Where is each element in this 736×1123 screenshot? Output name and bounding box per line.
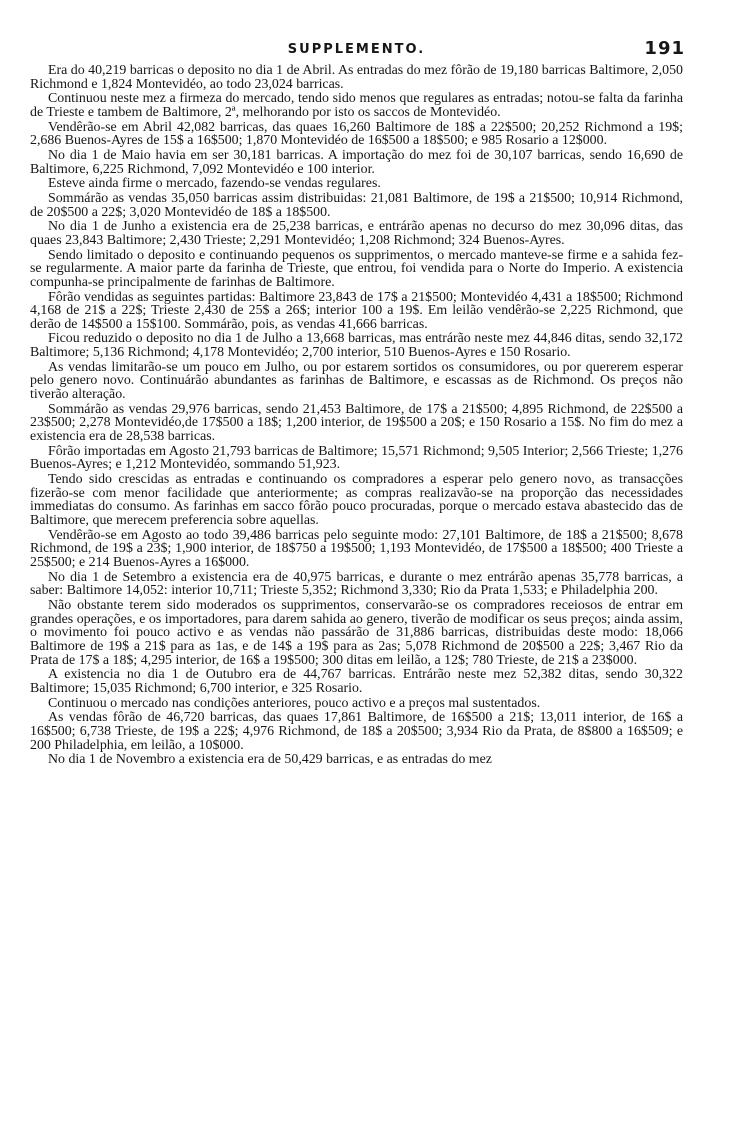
paragraph-8: Sendo limitado o deposito e continuando pequenos os supprimentos, o mercado manteve-se firme e a sahida fez-se regularmente. A maior parte da farinha de Trieste, que entrou, foi vendida para o Norte do Imperio. A existencia compunha-se principalmente de farinhas de Baltimore. bbox=[30, 247, 683, 290]
paragraph-13: Fôrão importadas em Agosto 21,793 barricas de Baltimore; 15,571 Richmond; 9,505 Interior; 2,566 Trieste; 1,276 Buenos-Ayres; e 1,212 Montevidéo, sommando 51,923. bbox=[30, 443, 683, 473]
paragraph-15: Vendêrão-se em Agosto ao todo 39,486 barricas pelo seguinte modo: 27,101 Baltimore, de 18$ a 21$500; 8,678 Richmond, de 19$ a 23$; 1,900 interior, de 18$750 a 19$500; 1,193 Montevidéo, de 17$500 a 18$500; 400 Trieste a 25$500; e 214 Buenos-Ayres a 16$000. bbox=[30, 527, 683, 570]
paragraph-21: No dia 1 de Novembro a existencia era de 50,429 barricas, e as entradas do mez bbox=[48, 752, 492, 768]
paragraph-4: No dia 1 de Maio havia em ser 30,181 barricas. A importação do mez foi de 30,107 barricas, sendo 16,690 de Baltimore, 6,225 Richmond, 7,092 Montevidéo e 100 interior. bbox=[30, 147, 683, 177]
paragraph-14: Tendo sido crescidas as entradas e continuando os compradores a esperar pelo genero novo, as transacções fizerão-se com menor facilidade que anteriormente; as compras realizavão-se na proporção das necessidades immediatas do consumo. As farinhas em sacco fôrão pouco procuradas, porque o mercado estava abastecido das de Baltimore, que merecem preferencia sobre aquellas. bbox=[30, 472, 683, 528]
paragraph-19: Continuou o mercado nas condições anteriores, pouco activo e a preços mal sustentados. bbox=[48, 695, 541, 711]
page-header bbox=[30, 38, 683, 64]
paragraph-3: Vendêrão-se em Abril 42,082 barricas, das quaes 16,260 Baltimore de 18$ a 22$500; 20,252 Richmond a 19$; 2,686 Buenos-Ayres de 15$ a 16$500; 1,870 Montevidéo de 16$500 a 18$500; e 985 Rosario a 12$000. bbox=[30, 119, 683, 149]
paragraph-1: Era do 40,219 barricas o deposito no dia 1 de Abril. As entradas do mez fôrão de 19,180 barricas Baltimore, 2,050 Richmond e 1,824 Montevidéo, ao todo 23,024 barricas. bbox=[30, 63, 683, 92]
page-title: SUPPLEMENTO. bbox=[287, 42, 426, 57]
body-text bbox=[30, 64, 683, 767]
paragraph-7: No dia 1 de Junho a existencia era de 25,238 barricas, e entrárão apenas no decurso do mez 30,096 ditas, das quaes 23,843 Baltimore; 2,430 Trieste; 2,291 Montevidéo; 1,208 Richmond; 324 Buenos-Ayres. bbox=[30, 219, 683, 248]
paragraph-17: Não obstante terem sido moderados os supprimentos, conservarão-se os compradores receiosos de entrar em grandes operações, e os importadores, para darem sahida ao genero, tiverão de modificar os seus preços; ainda assim, o movimento foi pouco activo e as vendas não passárão de 31,886 barricas, distribuidas deste modo: 18,066 Baltimore de 19$ a 21$ para as 1as, e de 14$ a 19$ para as 2as; 5,078 Richmond de 20$500 a 22$; 3,467 Rio da Prata de 17$ a 18$; 4,295 interior, de 16$ a 19$500; 300 ditas em leilão, a 12$; 780 Trieste, de 21$ a 23$000. bbox=[30, 597, 683, 668]
document-page bbox=[30, 38, 683, 767]
paragraph-16: No dia 1 de Setembro a existencia era de 40,975 barricas, e durante o mez entrárão apenas 35,778 barricas, a saber: Baltimore 14,052: interior 10,711; Trieste 5,352; Richmond 3,330; Rio da Prata 1,533; e Philadelphia 200. bbox=[30, 569, 683, 599]
paragraph-20: As vendas fôrão de 46,720 barricas, das quaes 17,861 Baltimore, de 16$500 a 21$; 13,011 interior, de 16$ a 16$500; 6,738 Trieste, de 19$ a 22$; 4,976 Richmond, de 18$ a 20$500; 3,934 Rio da Prata, de 8$800 a 16$509; e 200 Philadelphia, em leilão, a 10$000. bbox=[30, 710, 683, 753]
paragraph-18: A existencia no dia 1 de Outubro era de 44,767 barricas. Entrárão neste mez 52,382 ditas, sendo 30,322 Baltimore; 15,035 Richmond; 6,700 interior, e 325 Rosario. bbox=[30, 667, 683, 696]
paragraph-6: Sommárão as vendas 35,050 barricas assim distribuidas: 21,081 Baltimore, de 19$ a 21$500; 10,914 Richmond, de 20$500 a 22$; 3,020 Montevidéo de 18$ a 18$500. bbox=[30, 190, 683, 220]
paragraph-2: Continuou neste mez a firmeza do mercado, tendo sido menos que regulares as entradas; notou-se falta da farinha de Trieste e tambem de Baltimore, 2ª, melhorando por isto os saccos de Montevidéo. bbox=[30, 91, 683, 120]
paragraph-12: Sommárão as vendas 29,976 barricas, sendo 21,453 Baltimore, de 17$ a 21$500; 4,895 Richmond, de 22$500 a 23$500; 2,278 Montevidéo,de 17$500 a 18$; 1,200 interior, de 19$500 a 20$; e 150 Rosario a 15$. No fim do mez a existencia era de 28,538 barricas. bbox=[30, 401, 683, 445]
paragraph-11: As vendas limitarão-se um pouco em Julho, ou por estarem sortidos os consumidores, ou por quererem esperar pelo genero novo. Continuárão abundantes as farinhas de Baltimore, e escassas as de Richmond. Os preços não tiverão alteração. bbox=[30, 359, 683, 403]
paragraph-5: Esteve ainda firme o mercado, fazendo-se vendas regulares. bbox=[48, 176, 381, 192]
paragraph-9: Fôrão vendidas as seguintes partidas: Baltimore 23,843 de 17$ a 21$500; Montevidéo 4,431 a 18$500; Richmond 4,168 de 21$ a 22$; Trieste 2,430 de 25$ a 26$; interior 100 a 19$. Em leilão vendêrão-se 2,225 Richmond, que derão de 14$500 a 15$100. Sommárão, pois, as vendas 41,666 barricas. bbox=[30, 289, 683, 332]
paragraph-10: Ficou reduzido o deposito no dia 1 de Julho a 13,668 barricas, mas entrárão neste mez 44,846 ditas, sendo 32,172 Baltimore; 5,136 Richmond; 4,178 Montevidéo; 2,700 interior, 510 Buenos-Ayres e 150 Rosario. bbox=[30, 331, 683, 361]
page-number: 191 bbox=[644, 38, 685, 59]
